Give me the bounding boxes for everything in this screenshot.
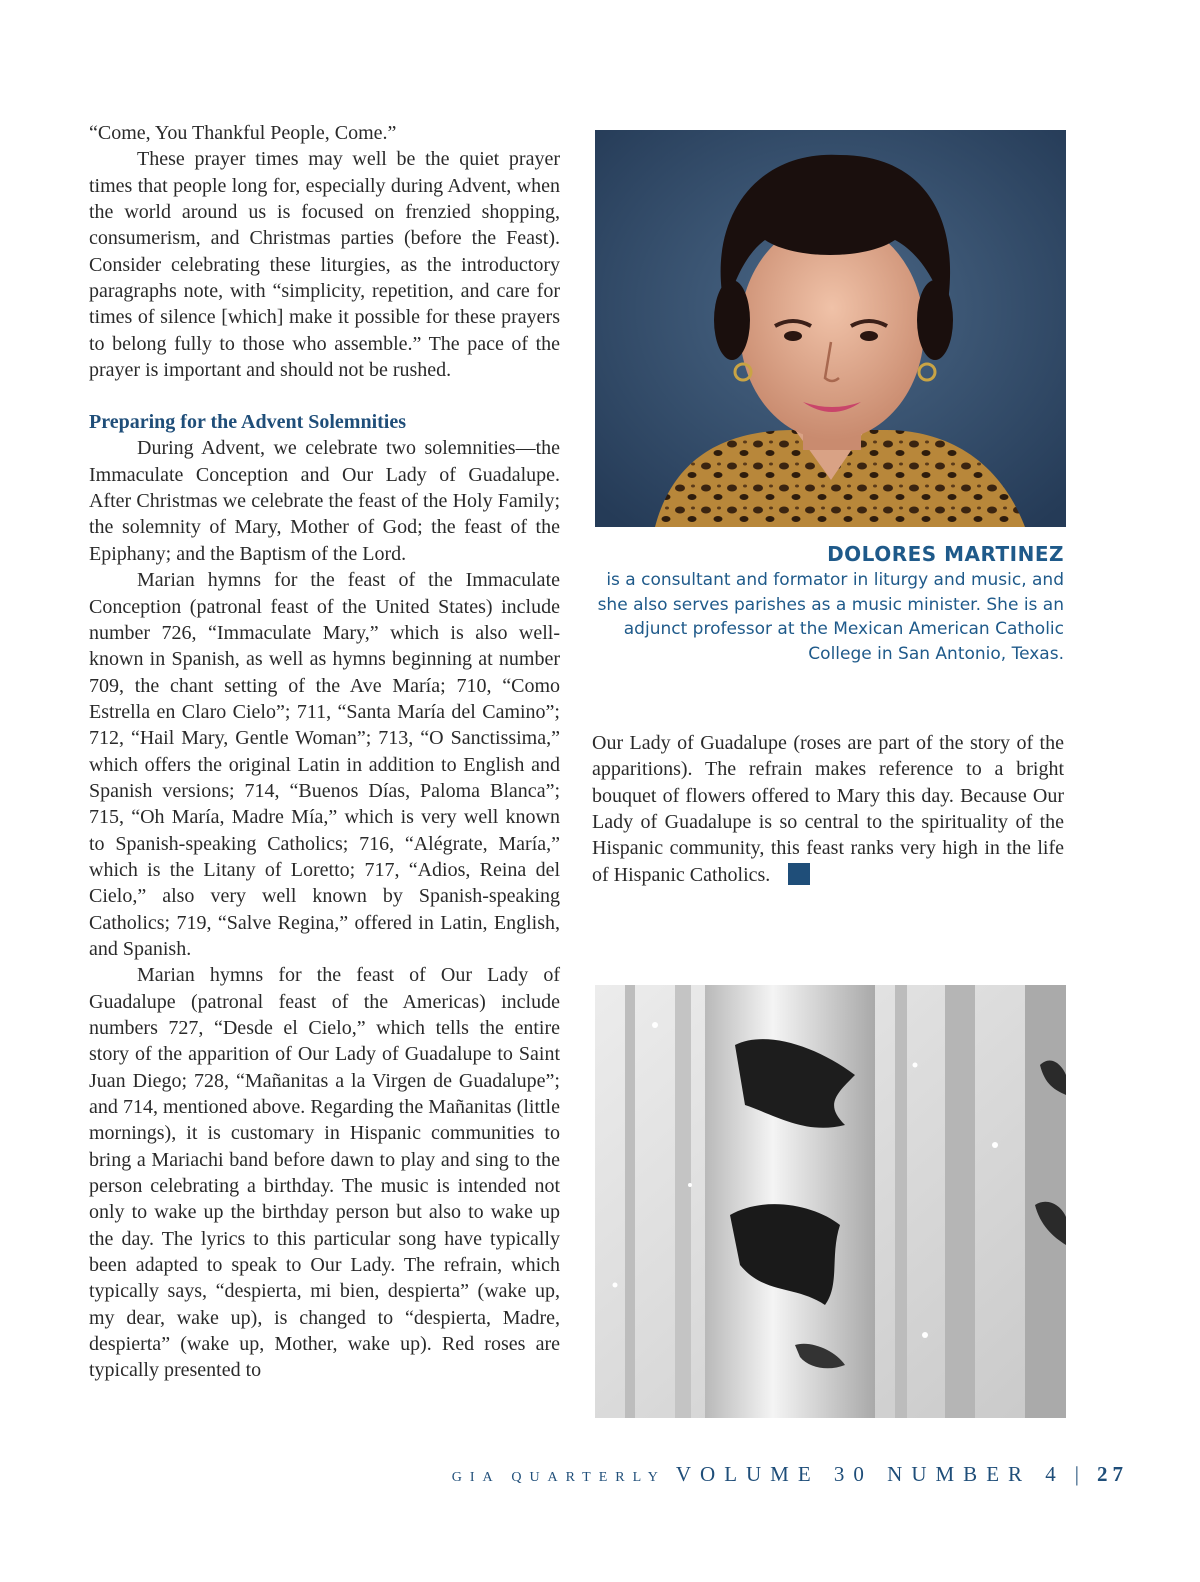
footer-separator: | [1074,1462,1079,1486]
left-article-column [89,120,560,1384]
section-heading: Preparing for the Advent Solemnities [89,411,407,434]
author-caption [590,540,1064,666]
author-portrait [595,130,1066,527]
publication-name: GIA QUARTERLY [451,1470,666,1485]
paragraph-3: During Advent, we celebrate two solemnities—the Immaculate Conception and Our Lady of Guadalupe. After Christmas we celebrate the feast of the Holy Family; the solemnity of Mary, Mother of God; the feast of the Epiphany; and the Baptism of the Lord. [89,437,560,565]
right-paragraph [592,730,1064,888]
winter-birch-photo [595,985,1066,1418]
right-article-column [592,730,1064,888]
volume-number: VOLUME 30 NUMBER 4 [675,1462,1065,1486]
paragraph-1: “Come, You Thankful People, Come.” [89,122,397,144]
paragraph-4: Marian hymns for the feast of the Immaculate Conception (patronal feast of the United States) include number 726, “Immaculate Mary,” which is also well-known in Spanish, as well as hymns beginning at number 709, the chant setting of the Ave María; 710, “Como Estrella en Claro Cielo”; 711, “Santa María del Camino”; 712, “Hail Mary, Gentle Woman”; 713, “O Sanctissima,” which offers the original Latin in addition to English and Spanish versions; 714, “Buenos Días, Paloma Blanca”; 715, “Oh María, Madre Mía,” which is very well known to Spanish-speaking Catholics; 716, “Alégrate, María,” which is the Litany of Loretto; 717, “Adios, Reina del Cielo,” also very well known by Spanish-speaking Catholics; 719, “Salve Regina,” offered in Latin, English, and Spanish. [89,569,560,960]
winter-birch-illustration [595,985,1066,1418]
author-name: DOLORES MARTINEZ [827,542,1064,566]
page-footer [452,1462,1128,1487]
paragraph-2: These prayer times may well be the quiet prayer times that people long for, especially during Advent, when the world around us is focused on frenzied shopping, consumerism, and Christmas parties (before the Feast). Consider celebrating these liturgies, as the introductory paragraphs note, with “simplicity, repetition, and care for times of silence [which] make it possible for these prayers to belong fully to those who assemble.” The pace of the prayer is important and should not be rushed. [89,148,560,382]
author-portrait-illustration [595,130,1066,527]
page-number: 27 [1097,1462,1128,1486]
right-paragraph-text: Our Lady of Guadalupe (roses are part of the story of the apparitions). The refrain makes reference to a bright bouquet of flowers offered to Mary this day. Because Our Lady of Guadalupe is so central to the spirituality of the Hispanic community, this feast ranks very high in the life of Hispanic Catholics. [592,732,1064,886]
end-of-article-mark-icon [788,863,810,885]
author-bio: is a consultant and formator in liturgy and music, and she also serves parishes as a music minister. She is an adjunct professor at the Mexican American Catholic College in San Antonio, Texas. [597,570,1064,664]
section-spacer [89,383,560,409]
paragraph-5: Marian hymns for the feast of Our Lady of Guadalupe (patronal feast of the Americas) include numbers 727, “Desde el Cielo,” which tells the entire story of the apparition of Our Lady of Guadalupe to Saint Juan Diego; 728, “Mañanitas a la Virgen de Guadalupe”; and 714, mentioned above. Regarding the Mañanitas (little mornings), it is customary in Hispanic communities to bring a Mariachi band before dawn to play and sing to the person celebrating a birthday. The music is intended not only to wake up the birthday person but also to wake up the day. The lyrics to this particular song have typically been adapted to speak to Our Lady. The refrain, which typically says, “despierta, mi bien, despierta” (wake up, my dear, wake up), is changed to “despierta, Madre, despierta” (wake up, Mother, wake up). Red roses are typically presented to [89,964,560,1382]
